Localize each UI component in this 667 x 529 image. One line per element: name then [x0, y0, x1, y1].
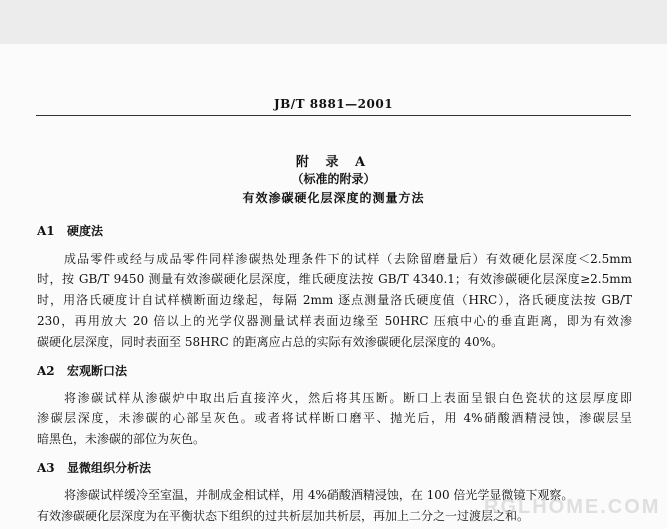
- header-rule: [36, 115, 631, 116]
- section-a2-heading: [37, 362, 127, 379]
- paragraph-line: 有效渗碳硬化层深度为在平衡状态下组织的过共析层加共析层，再加上二分之一过渡层之和。: [37, 509, 530, 523]
- paragraph-line: 230，再用放大 20 倍以上的光学仪器测量试样表面边缘至 50HRC 压痕中心的垂直距离，即为有效渗: [37, 314, 632, 328]
- appendix-heading: 有效渗碳硬化层深度的测量方法: [242, 191, 425, 205]
- top-margin: [0, 0, 667, 44]
- paragraph-line: 时，用洛氏硬度计自试样横断面边缘起，每隔 2mm 逐点测量洛氏硬度值（HRC），洛氏硬度法按 GB/T: [37, 293, 632, 307]
- watermark: RGLHOME.COM: [484, 496, 661, 518]
- section-title: 宏观断口法: [67, 364, 128, 378]
- section-number: A3: [37, 461, 55, 475]
- section-title: 硬度法: [67, 224, 104, 238]
- paragraph-line: 暗黑色，未渗碳的部位为灰色。: [37, 432, 206, 446]
- section-number: A2: [37, 364, 55, 378]
- paragraph-line: 时，按 GB/T 9450 测量有效渗碳硬化层深度，维氏硬度法按 GB/T 4340.1；有效渗碳硬化层深度≥2.5mm: [37, 272, 632, 286]
- section-number: A1: [37, 224, 55, 238]
- paragraph-line: 渗碳层深度，未渗碳的心部呈灰色。或者将试样断口磨平、抛光后，用 4%硝酸酒精浸蚀，渗碳层呈: [37, 411, 632, 425]
- paragraph-line: 碳硬化层深度，同时表面至 58HRC 的距离应占总的实际有效渗碳硬化层深度的 40%。: [37, 335, 504, 349]
- paragraph-line: 将渗碳试样缓冷至室温，并制成金相试样，用 4%硝酸酒精浸蚀，在 100 倍光学显微镜下观察。: [64, 488, 574, 502]
- appendix-title: 附 录 A: [295, 155, 372, 170]
- paragraph-line: 成品零件或经与成品零件同样渗碳热处理条件下的试样（去除留磨量后）有效硬化层深度＜2.5mm: [64, 252, 632, 266]
- section-a1-heading: [37, 222, 103, 239]
- section-a3-heading: [37, 459, 151, 476]
- section-title: 显微组织分析法: [67, 461, 152, 475]
- appendix-subtitle: （标准的附录）: [291, 172, 376, 186]
- paragraph-line: 将渗碳试样从渗碳炉中取出后直接淬火，然后将其压断。断口上表面呈银白色瓷状的这层厚度即: [64, 391, 632, 405]
- standard-header: JB/T 8881—2001: [273, 97, 394, 111]
